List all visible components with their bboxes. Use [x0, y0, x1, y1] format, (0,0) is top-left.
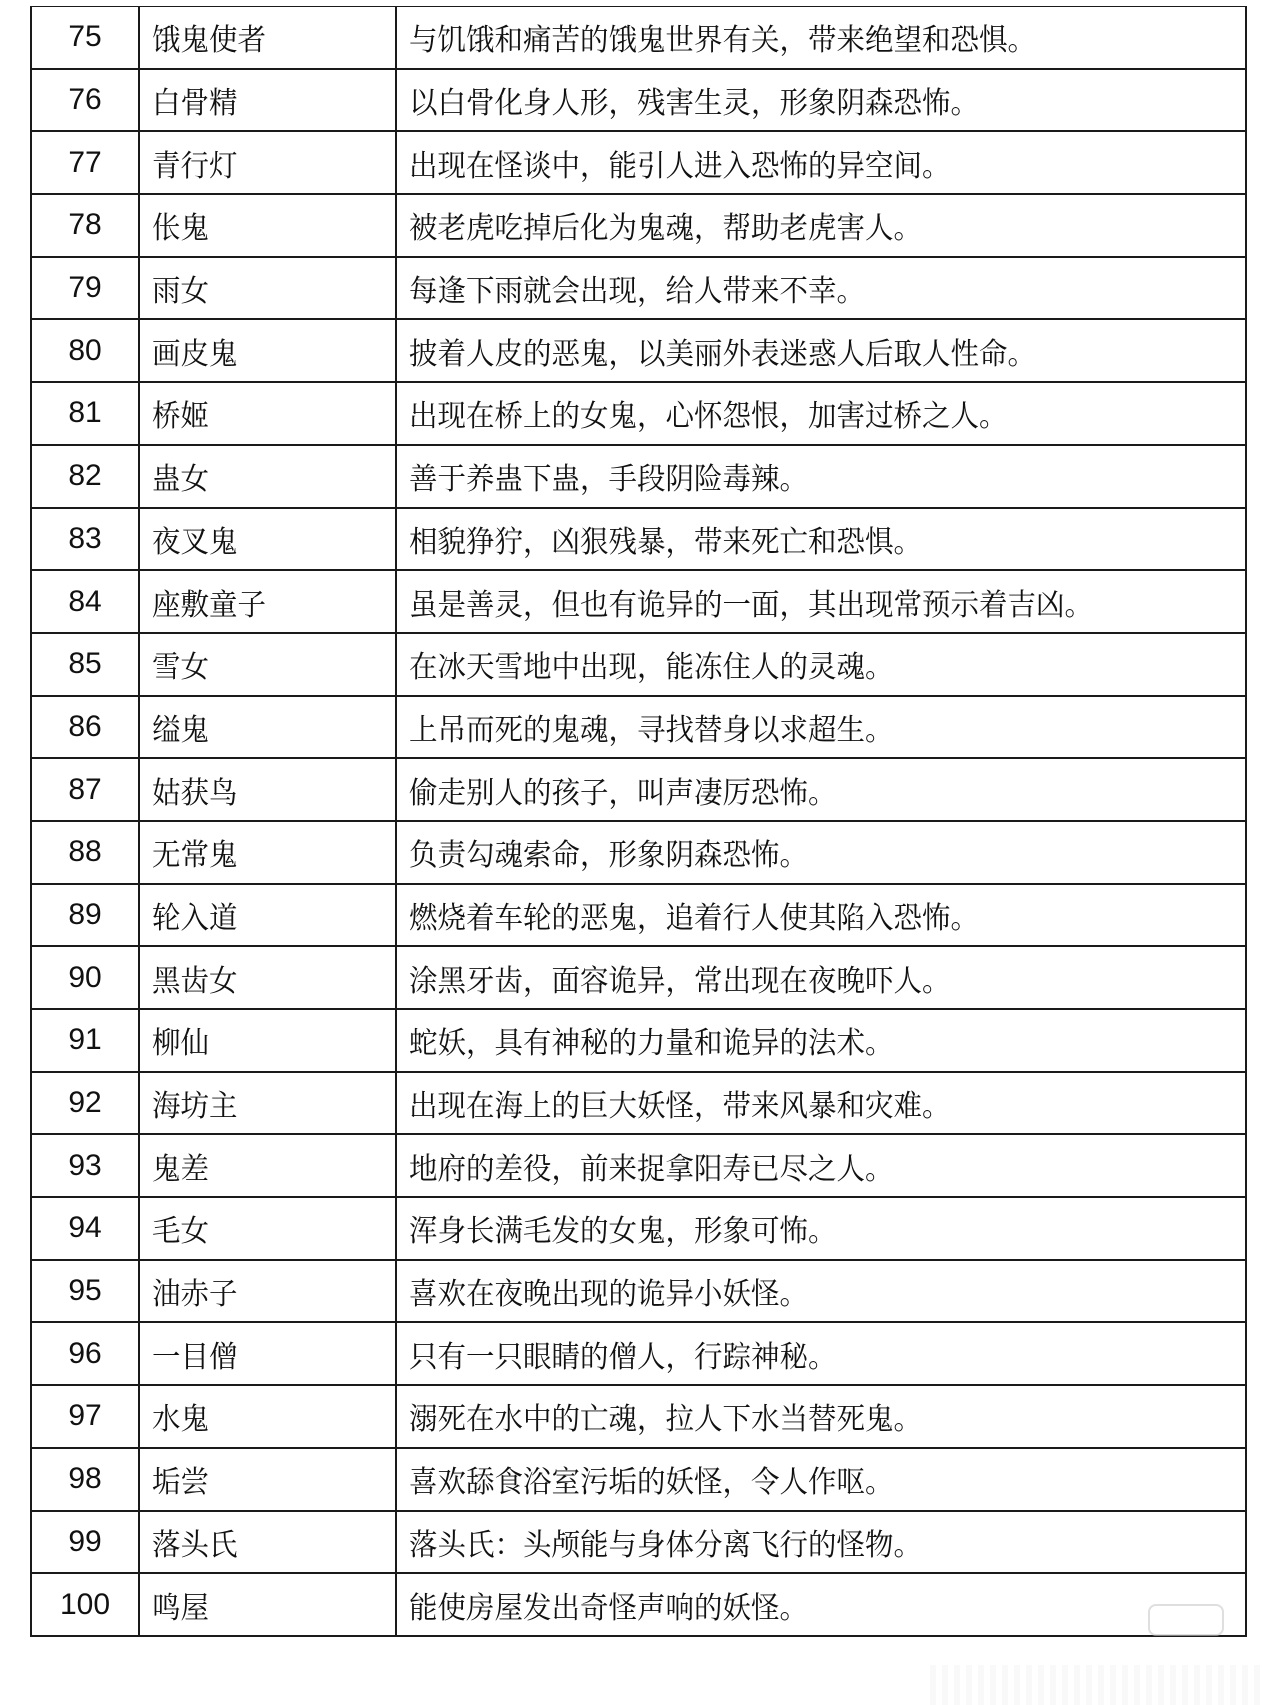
table-row [31, 1260, 1246, 1323]
creature-name: 一目僧 [139, 1322, 396, 1385]
row-number: 78 [31, 194, 139, 257]
row-number: 79 [31, 257, 139, 320]
table-row [31, 946, 1246, 1009]
creature-name: 无常鬼 [139, 821, 396, 884]
creature-table-container [30, 6, 1247, 1637]
table-row [31, 1448, 1246, 1511]
creature-name: 轮入道 [139, 884, 396, 947]
row-number: 80 [31, 319, 139, 382]
creature-name: 垢尝 [139, 1448, 396, 1511]
creature-description: 燃烧着车轮的恶鬼，追着行人使其陷入恐怖。 [396, 884, 1246, 947]
creature-description: 善于养蛊下蛊，手段阴险毒辣。 [396, 445, 1246, 508]
row-number: 89 [31, 884, 139, 947]
table-row [31, 1385, 1246, 1448]
creature-description: 出现在海上的巨大妖怪，带来风暴和灾难。 [396, 1072, 1246, 1135]
creature-description: 浑身长满毛发的女鬼，形象可怖。 [396, 1197, 1246, 1260]
table-row [31, 508, 1246, 571]
table-row [31, 633, 1246, 696]
creature-description: 与饥饿和痛苦的饿鬼世界有关，带来绝望和恐惧。 [396, 7, 1246, 69]
table-row [31, 1009, 1246, 1072]
creature-description: 负责勾魂索命，形象阴森恐怖。 [396, 821, 1246, 884]
creature-name: 雪女 [139, 633, 396, 696]
row-number: 96 [31, 1322, 139, 1385]
creature-description: 出现在桥上的女鬼，心怀怨恨，加害过桥之人。 [396, 382, 1246, 445]
table-row [31, 696, 1246, 759]
creature-table [30, 6, 1247, 1637]
creature-name: 座敷童子 [139, 570, 396, 633]
watermark-logo-icon [1148, 1604, 1224, 1636]
row-number: 92 [31, 1072, 139, 1135]
creature-name: 白骨精 [139, 69, 396, 132]
creature-name: 柳仙 [139, 1009, 396, 1072]
row-number: 100 [31, 1573, 139, 1636]
creature-name: 缢鬼 [139, 696, 396, 759]
creature-name: 毛女 [139, 1197, 396, 1260]
table-row [31, 445, 1246, 508]
creature-description: 喜欢舔食浴室污垢的妖怪，令人作呕。 [396, 1448, 1246, 1511]
table-row [31, 131, 1246, 194]
creature-name: 鸣屋 [139, 1573, 396, 1636]
row-number: 90 [31, 946, 139, 1009]
row-number: 95 [31, 1260, 139, 1323]
creature-name: 海坊主 [139, 1072, 396, 1135]
row-number: 84 [31, 570, 139, 633]
creature-name: 画皮鬼 [139, 319, 396, 382]
creature-table-body [31, 7, 1246, 1636]
table-row [31, 1322, 1246, 1385]
creature-name: 饿鬼使者 [139, 7, 396, 69]
creature-description: 披着人皮的恶鬼，以美丽外表迷惑人后取人性命。 [396, 319, 1246, 382]
creature-name: 青行灯 [139, 131, 396, 194]
row-number: 87 [31, 758, 139, 821]
row-number: 77 [31, 131, 139, 194]
creature-name: 雨女 [139, 257, 396, 320]
creature-description: 虽是善灵，但也有诡异的一面，其出现常预示着吉凶。 [396, 570, 1246, 633]
row-number: 81 [31, 382, 139, 445]
creature-description: 在冰天雪地中出现，能冻住人的灵魂。 [396, 633, 1246, 696]
row-number: 93 [31, 1134, 139, 1197]
table-row [31, 1511, 1246, 1574]
row-number: 86 [31, 696, 139, 759]
creature-name: 蛊女 [139, 445, 396, 508]
row-number: 91 [31, 1009, 139, 1072]
table-row [31, 257, 1246, 320]
creature-description: 出现在怪谈中，能引人进入恐怖的异空间。 [396, 131, 1246, 194]
creature-description: 地府的差役，前来捉拿阳寿已尽之人。 [396, 1134, 1246, 1197]
row-number: 75 [31, 7, 139, 69]
creature-description: 相貌狰狞，凶狠残暴，带来死亡和恐惧。 [396, 508, 1246, 571]
table-row [31, 319, 1246, 382]
table-row [31, 821, 1246, 884]
creature-description: 只有一只眼睛的僧人，行踪神秘。 [396, 1322, 1246, 1385]
creature-name: 落头氏 [139, 1511, 396, 1574]
creature-name: 鬼差 [139, 1134, 396, 1197]
table-row [31, 69, 1246, 132]
table-row [31, 1573, 1246, 1636]
row-number: 76 [31, 69, 139, 132]
watermark-overlay [930, 1665, 1260, 1705]
creature-name: 夜叉鬼 [139, 508, 396, 571]
row-number: 83 [31, 508, 139, 571]
creature-description: 偷走别人的孩子，叫声凄厉恐怖。 [396, 758, 1246, 821]
table-row [31, 758, 1246, 821]
creature-description: 涂黑牙齿，面容诡异，常出现在夜晚吓人。 [396, 946, 1246, 1009]
creature-description: 蛇妖，具有神秘的力量和诡异的法术。 [396, 1009, 1246, 1072]
creature-description: 每逢下雨就会出现，给人带来不幸。 [396, 257, 1246, 320]
creature-name: 姑获鸟 [139, 758, 396, 821]
table-row [31, 382, 1246, 445]
creature-description: 溺死在水中的亡魂，拉人下水当替死鬼。 [396, 1385, 1246, 1448]
creature-description: 能使房屋发出奇怪声响的妖怪。 [396, 1573, 1246, 1636]
creature-name: 黑齿女 [139, 946, 396, 1009]
row-number: 97 [31, 1385, 139, 1448]
row-number: 88 [31, 821, 139, 884]
table-row [31, 570, 1246, 633]
row-number: 82 [31, 445, 139, 508]
creature-name: 油赤子 [139, 1260, 396, 1323]
row-number: 98 [31, 1448, 139, 1511]
table-row [31, 884, 1246, 947]
row-number: 99 [31, 1511, 139, 1574]
creature-name: 桥姬 [139, 382, 396, 445]
creature-description: 被老虎吃掉后化为鬼魂，帮助老虎害人。 [396, 194, 1246, 257]
creature-description: 喜欢在夜晚出现的诡异小妖怪。 [396, 1260, 1246, 1323]
creature-name: 水鬼 [139, 1385, 396, 1448]
creature-description: 落头氏：头颅能与身体分离飞行的怪物。 [396, 1511, 1246, 1574]
creature-description: 以白骨化身人形，残害生灵，形象阴森恐怖。 [396, 69, 1246, 132]
creature-name: 伥鬼 [139, 194, 396, 257]
row-number: 94 [31, 1197, 139, 1260]
table-row [31, 194, 1246, 257]
table-row [31, 1072, 1246, 1135]
creature-description: 上吊而死的鬼魂，寻找替身以求超生。 [396, 696, 1246, 759]
table-row [31, 7, 1246, 69]
row-number: 85 [31, 633, 139, 696]
table-row [31, 1197, 1246, 1260]
table-row [31, 1134, 1246, 1197]
